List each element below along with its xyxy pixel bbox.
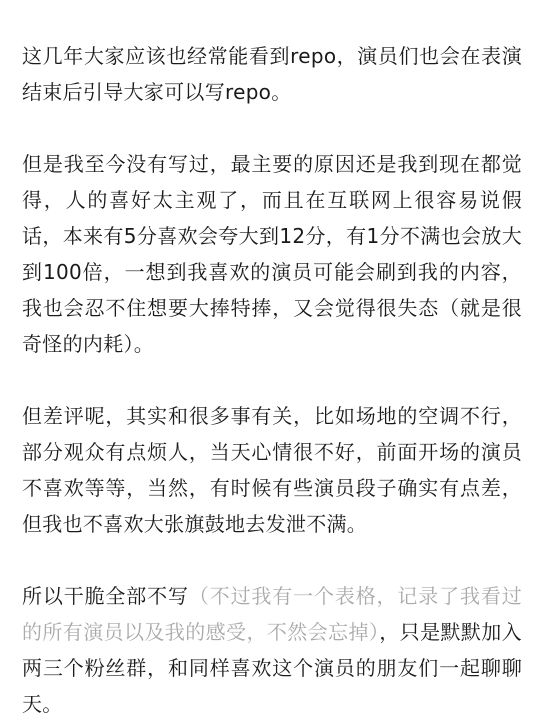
paragraph-never-written: 但是我至今没有写过，最主要的原因还是我到现在都觉得，人的喜好太主观了，而且在互联网上很容易说假话，本来有5分喜欢会夸大到12分，有1分不满也会放大到100倍，一想到我喜欢的演员可能会刷到我的内容，我也会忍不住想要大捧特捧，又会觉得很失态（就是很奇怪的内耗）。 [22, 152, 522, 356]
conclusion-text-after: ，只是默默加入两三个粉丝群，和同样喜欢这个演员的朋友们一起聊聊天。 [22, 620, 522, 716]
paragraph-conclusion [22, 578, 522, 722]
paragraph-bad-reviews: 但差评呢，其实和很多事有关，比如场地的空调不行，部分观众有点烦人，当天心情很不好，前面开场的演员不喜欢等等，当然，有时候有些演员段子确实有点差，但我也不喜欢大张旗鼓地去发泄不满。 [22, 404, 522, 536]
article-body [22, 38, 522, 722]
paragraph-repo-intro: 这几年大家应该也经常能看到repo，演员们也会在表演结束后引导大家可以写repo。 [22, 44, 522, 104]
conclusion-aside-note: （不过我有一个表格，记录了我看过的所有演员以及我的感受，不然会忘掉） [22, 584, 522, 644]
conclusion-text-before: 所以干脆全部不写 [22, 584, 189, 608]
